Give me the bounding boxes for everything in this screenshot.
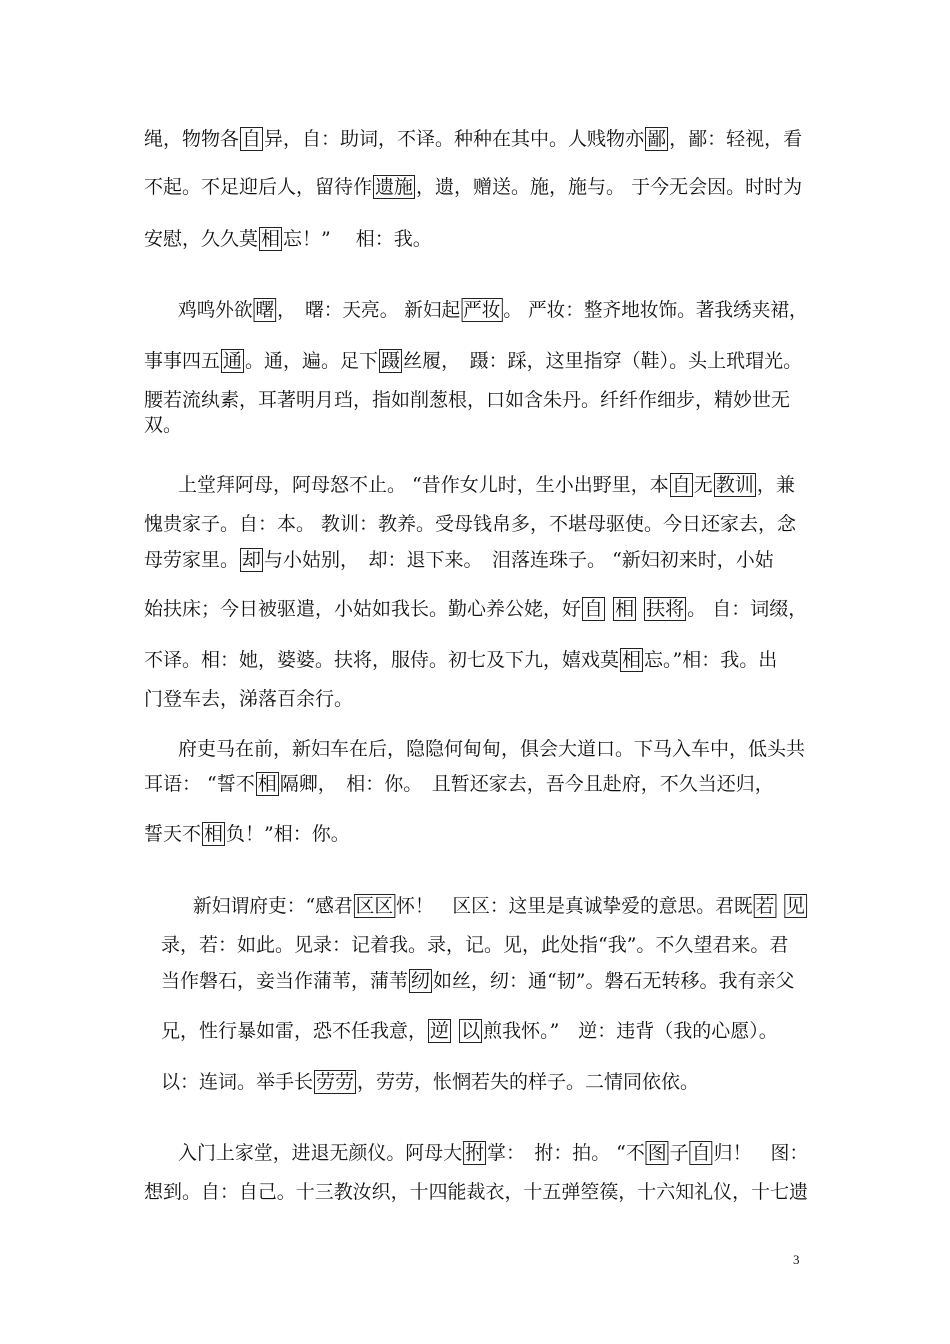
text-segment: ，劳劳，怅惘若失的样子。二情同依依。 — [357, 1071, 700, 1093]
text-segment: 耳语： “誓不 — [144, 773, 255, 795]
text-segment: 。通，遍。足下 — [245, 350, 379, 372]
boxed-character: 曙 — [255, 299, 275, 321]
boxed-character: 教训 — [715, 474, 754, 496]
boxed-character: 遗施 — [375, 176, 414, 198]
boxed-character: 自 — [242, 128, 262, 150]
text-line — [144, 175, 802, 199]
text-segment: 丝履， 蹑：踩，这里指穿（鞋）。头上玳瑁光。 — [403, 350, 803, 372]
text-segment: 以：连词。举手长 — [161, 1071, 314, 1093]
text-line — [161, 933, 788, 957]
text-line — [144, 512, 796, 536]
text-segment: 掌： 拊：拍。 “不 — [487, 1142, 645, 1164]
text-segment: ，鄙：轻视，看 — [669, 128, 803, 150]
text-segment: 新妇谓府吏：“感君 — [193, 895, 353, 917]
boxed-character: 自 — [584, 598, 604, 620]
text-segment: 归！ 图： — [713, 1142, 809, 1164]
text-segment: 当作磐石，妾当作蒲苇，蒲苇 — [161, 970, 409, 992]
boxed-character: 却 — [242, 549, 262, 571]
text-segment: 门登车去，涕落百余行。 — [144, 688, 354, 710]
text-segment: 事事四五 — [144, 350, 221, 372]
text-line — [144, 1180, 808, 1204]
page-number: 3 — [793, 1252, 800, 1267]
text-line — [144, 413, 182, 437]
boxed-character: 逆 — [430, 1020, 450, 1042]
text-segment: 异，自：助词，不译。种种在其中。人贱物亦 — [264, 128, 645, 150]
text-segment: 子 — [669, 1142, 689, 1164]
text-segment: 煎我怀。” 逆：违背（我的心愿）。 — [483, 1020, 778, 1042]
boxed-character: 扶将 — [646, 598, 685, 620]
boxed-character: 相 — [622, 649, 642, 671]
text-segment: 不起。不足迎后人，留待作 — [144, 176, 373, 198]
text-line — [178, 473, 795, 497]
text-line — [161, 1019, 778, 1043]
text-segment: 鸡鸣外欲 — [178, 299, 253, 321]
boxed-character: 自 — [691, 1142, 711, 1164]
text-segment: 。 严妆：整齐地妆饰。著我绣夹裙， — [503, 299, 808, 321]
text-line — [144, 687, 353, 711]
text-segment — [637, 598, 643, 620]
text-segment — [452, 1020, 458, 1042]
boxed-character: 严妆 — [463, 299, 501, 321]
text-segment: 入门上家堂，进退无颜仪。阿母大 — [178, 1142, 463, 1164]
text-segment: 誓天不 — [144, 823, 202, 845]
text-segment: 怀！ 区区：这里是真诚挚爱的意思。君既 — [396, 895, 753, 917]
text-segment: 忘！” 相：我。 — [283, 228, 432, 250]
text-segment: 兄，性行暴如雷，恐不任我意， — [161, 1020, 428, 1042]
text-line — [144, 349, 802, 373]
text-segment: ，兼 — [756, 474, 795, 496]
text-segment: 不译。相：她，婆婆。扶将，服侍。初七及下九，嬉戏莫 — [144, 649, 620, 671]
boxed-character: 拊 — [465, 1142, 485, 1164]
text-line — [178, 737, 805, 761]
text-line — [161, 969, 794, 993]
boxed-character: 见 — [786, 895, 805, 917]
boxed-character: 通 — [223, 350, 243, 372]
boxed-character: 以 — [461, 1020, 481, 1042]
text-segment: 愧贵家子。自：本。 教训：教养。受母钱帛多，不堪母驱使。今日还家去，念 — [144, 513, 797, 535]
text-line — [144, 648, 777, 672]
text-line — [178, 1141, 808, 1165]
boxed-character: 相 — [204, 823, 224, 845]
text-segment: 腰若流纨素，耳著明月珰，指如削葱根，口如含朱丹。纤纤作细步，精妙世无 — [144, 389, 791, 411]
boxed-character: 自 — [671, 474, 691, 496]
text-segment: 与小姑别， 却：退下来。 泪落连珠子。 “新妇初来时，小姑 — [264, 549, 774, 571]
text-segment: 府吏马在前，新妇车在后，隐隐何甸甸，俱会大道口。下马入车中，低头共 — [178, 738, 806, 760]
text-line — [193, 894, 808, 918]
text-segment: 隔卿， 相：你。 且暂还家去，吾今且赴府，不久当还归， — [279, 773, 774, 795]
boxed-character: 相 — [615, 598, 635, 620]
text-line — [144, 597, 807, 621]
text-segment: 录，若：如此。见录：记着我。录，记。见，此处指“我”。不久望君来。君 — [161, 934, 789, 956]
text-segment — [606, 598, 612, 620]
boxed-character: 劳劳 — [316, 1071, 355, 1093]
text-segment: 双。 — [144, 414, 183, 436]
text-segment: 无 — [693, 474, 713, 496]
boxed-character: 蹑 — [381, 350, 401, 372]
text-segment: 想到。自：自己。十三教汝织，十四能裁衣，十五弹箜篌，十六知礼仪，十七遗 — [144, 1181, 809, 1203]
text-line — [144, 548, 774, 572]
text-segment: 安慰，久久莫 — [144, 228, 259, 250]
text-line — [144, 127, 802, 151]
text-line — [144, 388, 790, 412]
text-line — [144, 227, 432, 251]
text-line — [144, 822, 350, 846]
boxed-character: 若 — [755, 895, 775, 917]
text-segment — [777, 895, 783, 917]
boxed-character: 鄙 — [647, 128, 667, 150]
text-segment: ， 曙：天亮。 新妇起 — [277, 299, 461, 321]
text-segment: ，遗，赠送。施，施与。 于今无会因。时时为 — [416, 176, 803, 198]
text-segment: 上堂拜阿母，阿母怒不止。 “昔作女儿时，生小出野里，本 — [178, 474, 669, 496]
text-line — [144, 772, 774, 796]
text-line — [161, 1070, 699, 1094]
boxed-character: 区区 — [355, 895, 394, 917]
text-line — [178, 298, 808, 322]
text-segment: 母劳家里。 — [144, 549, 240, 571]
text-segment: 负！”相：你。 — [226, 823, 350, 845]
text-segment: 忘。”相：我。出 — [644, 649, 778, 671]
text-segment: 绳，物物各 — [144, 128, 240, 150]
text-segment: 如丝，纫：通“韧”。磐石无转移。我有亲父 — [433, 970, 795, 992]
boxed-character: 相 — [261, 228, 281, 250]
boxed-character: 相 — [257, 773, 277, 795]
boxed-character: 图 — [647, 1142, 667, 1164]
text-segment: 。 自：词缀， — [687, 598, 808, 620]
text-segment: 始扶床；今日被驱遣，小姑如我长。勤心养公姥，好 — [144, 598, 582, 620]
boxed-character: 纫 — [411, 970, 431, 992]
